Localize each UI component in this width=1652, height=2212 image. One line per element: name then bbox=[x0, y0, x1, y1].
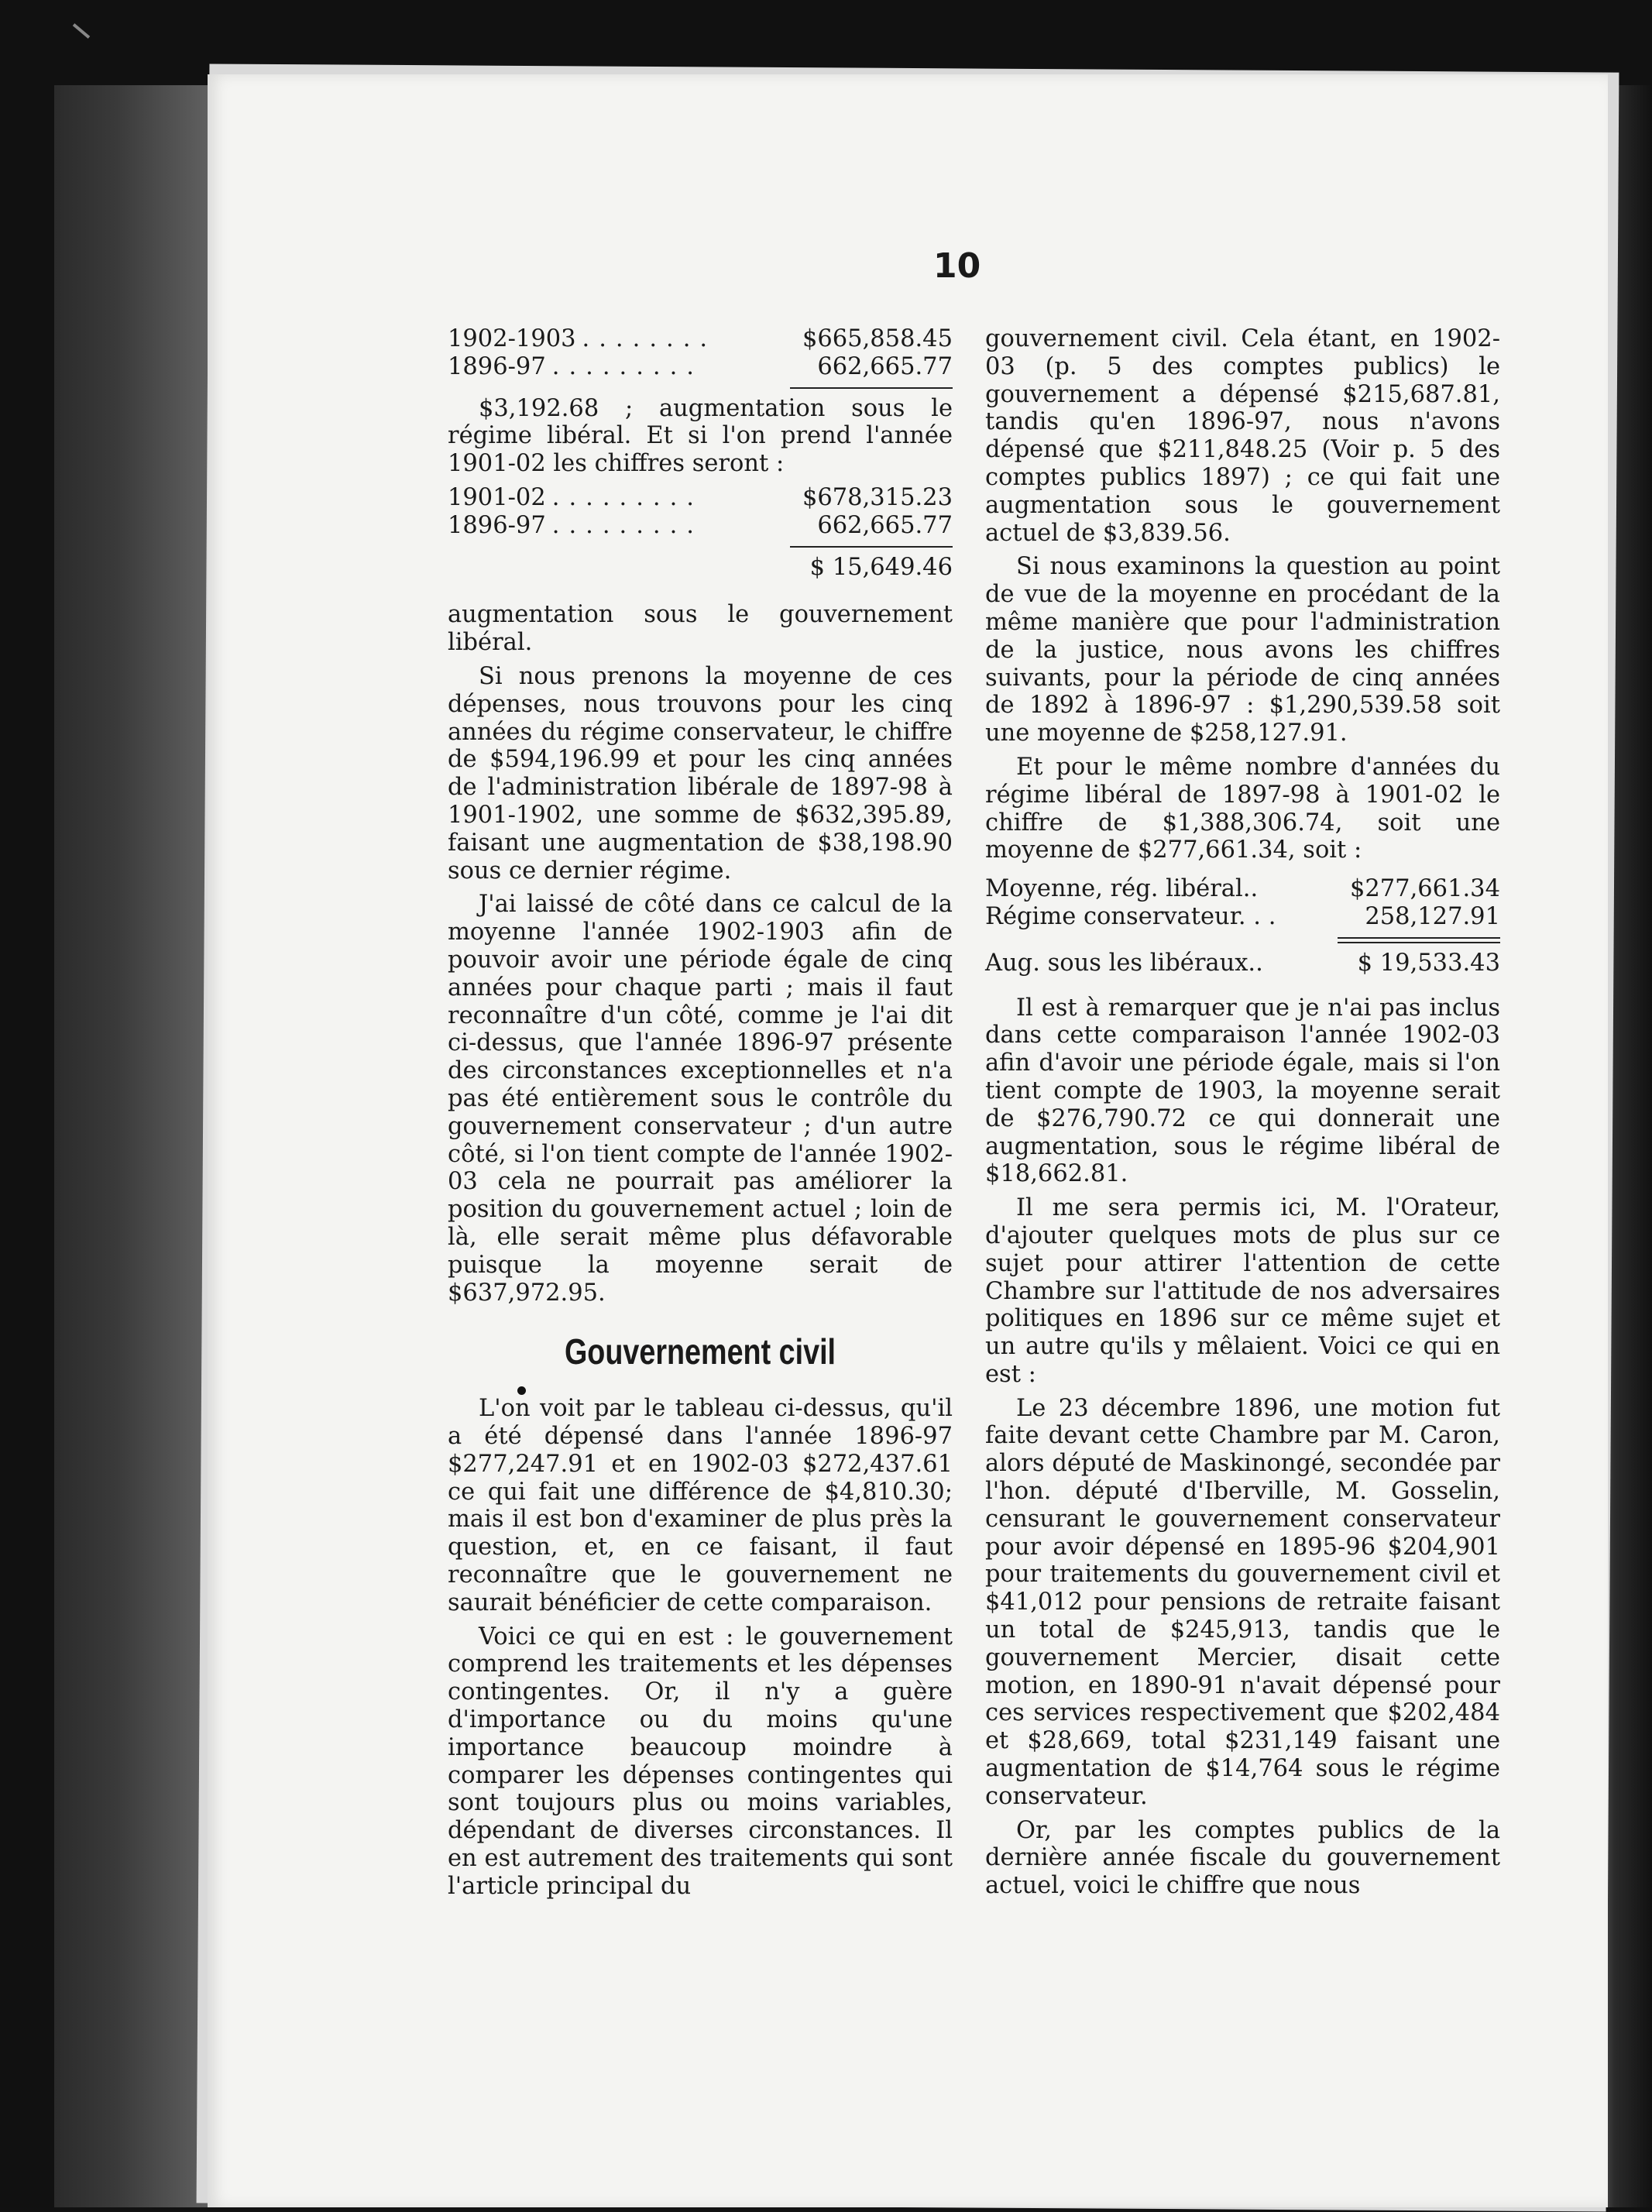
paragraph: Or, par les comptes publics de la dernière année fiscale du gouvernement actuel, voici le chiffre que nous bbox=[985, 1816, 1500, 1900]
amount-cell: 662,665.77 bbox=[817, 511, 953, 539]
label-cell: Régime conservateur. . . bbox=[985, 902, 1276, 930]
sum-rule bbox=[790, 387, 953, 389]
year-cell: 1896-97 bbox=[448, 352, 546, 380]
paragraph: L'on voit par le tableau ci-dessus, qu'il a été dépensé dans l'année 1896-97 $277,247.91 et en 1902-03 $272,437.61 ce qui fait une différence de $4,810.30; mais il est bon d'examiner de plus près la question, et, en ce faisant, il faut reconnaître que le gouvernement ne saurait bénéficier de cette comparaison. bbox=[448, 1395, 953, 1616]
label-cell: Moyenne, rég. libéral.. bbox=[985, 875, 1259, 903]
section-heading: Gouvernement civil bbox=[564, 1331, 836, 1372]
table-row: 1901-02 ......... $678,315.23 bbox=[448, 483, 953, 511]
paragraph: $3,192.68 ; augmentation sous le régime libéral. Et si l'on prend l'année 1901-02 les chiffres seront : bbox=[448, 394, 953, 478]
paragraph: Il est à remarquer que je n'ai pas inclus dans cette comparaison l'année 1902-03 afin d'avoir une période égale, mais si l'on tient compte de 1903, la moyenne serait de $276,790.72 ce qui donnerait une augmentation, sous le régime libéral de $18,662.81. bbox=[985, 994, 1500, 1188]
amount-cell: $277,661.34 bbox=[1349, 875, 1500, 903]
table-row bbox=[985, 950, 1500, 977]
amount-cell: 662,665.77 bbox=[817, 352, 953, 380]
paragraph: augmentation sous le gouvernement libéral. bbox=[448, 601, 953, 657]
paragraph: Si nous prenons la moyenne de ces dépenses, nous trouvons pour les cinq années du régime conservateur, le chiffre de $594,196.99 et pour les cinq années de l'administration libérale de 1897-98 à 1901-1902, une somme de $632,395.89, faisant une augmentation de $38,198.90 sous ce dernier régime. bbox=[448, 662, 953, 884]
paragraph: Voici ce qui en est : le gouvernement comprend les traitements et les dépenses contingentes. Or, il n'y a guère d'importance ou du moins qu'une importance beaucoup moindre à comparer les dépenses contingentes qui sont toujours plus ou moins variables, dépendant de diverses circonstances. Il en est autrement des traitements qui sont l'article principal du bbox=[448, 1623, 953, 1900]
sum-rule bbox=[790, 546, 953, 548]
year-cell: 1901-02 bbox=[448, 483, 546, 511]
amount-cell: $ 19,533.43 bbox=[1357, 949, 1500, 977]
bullet-mark bbox=[517, 1386, 526, 1395]
amount-cell: 258,127.91 bbox=[1365, 902, 1500, 930]
year-cell: 1896-97 bbox=[448, 511, 546, 539]
total-amount: $ 15,649.46 bbox=[809, 553, 953, 581]
label-cell: Aug. sous les libéraux.. bbox=[985, 949, 1263, 977]
table-row: 1896-97 ......... 662,665.77 bbox=[448, 352, 953, 380]
table-row bbox=[985, 875, 1500, 903]
paragraph: gouvernement civil. Cela étant, en 1902-03 (p. 5 des comptes publics) le gouvernement a dépensé $215,687.81, tandis qu'en 1896-97, nous n'avons dépensé que $211,848.25 (Voir p. 5 des comptes publics 1897) ; ce qui fait une augmentation sous le gouvernement actuel de $3,839.56. bbox=[985, 325, 1500, 547]
year-cell: 1902-1903 bbox=[448, 325, 576, 352]
table-row bbox=[985, 903, 1500, 931]
table-row: 1902-1903 ........ $665,858.45 bbox=[448, 325, 953, 352]
paragraph: Si nous examinons la question au point de vue de la moyenne en procédant de la même manière que pour l'administration de la justice, nous avons les chiffres suivants, pour la période de cinq années de 1892 à 1896-97 : $1,290,539.58 soit une moyenne de $258,127.91. bbox=[985, 553, 1500, 747]
amount-cell: $678,315.23 bbox=[802, 483, 953, 511]
scan-corner-mark bbox=[73, 23, 90, 39]
sum-rule bbox=[1338, 937, 1500, 943]
paragraph: Et pour le même nombre d'années du régime libéral de 1897-98 à 1901-02 le chiffre de $1,388,306.74, soit une moyenne de $277,661.34, soit : bbox=[985, 753, 1500, 864]
paragraph: Le 23 décembre 1896, une motion fut faite devant cette Chambre par M. Caron, alors député de Maskinongé, secondée par l'hon. député d'Iberville, M. Gosselin, censurant le gouvernement conservateur pour avoir dépensé en 1895-96 $204,901 pour traitements du gouvernement civil et $41,012 pour pensions de retraite faisant un total de $245,913, tandis que le gouvernement Mercier, disait cette motion, en 1890-91 n'avait dépensé pour ces services respectivement que $202,484 et $28,669, total $231,149 faisant une augmentation de $14,764 sous le régime conservateur. bbox=[985, 1394, 1500, 1810]
table-row: 1896-97 ......... 662,665.77 bbox=[448, 511, 953, 539]
paragraph: J'ai laissé de côté dans ce calcul de la moyenne l'année 1902-1903 afin de pouvoir avoir une période égale de cinq années pour chaque parti ; mais il faut reconnaître d'un côté, comme je l'ai dit ci-dessus, que l'année 1896-97 présente des circonstances exceptionnelles et n'a pas été entièrement sous le contrôle du gouvernement conservateur ; d'un autre côté, si l'on tient compte de l'année 1902-03 cela ne pourrait pas améliorer la position du gouvernement actuel ; loin de là, elle serait même plus défavorable puisque la moyenne serait de $637,972.95. bbox=[448, 891, 953, 1307]
page-number: 10 bbox=[933, 246, 981, 286]
left-column bbox=[448, 325, 953, 1907]
paragraph: Il me sera permis ici, M. l'Orateur, d'ajouter quelques mots de plus sur ce sujet pour attirer l'attention de cette Chambre sur l'attitude de nos adversaires politiques en 1896 sur ce même sujet et un autre qu'ils y mêlaient. Voici ce qui en est : bbox=[985, 1194, 1500, 1388]
amount-cell: $665,858.45 bbox=[802, 325, 953, 352]
right-column bbox=[985, 325, 1500, 1906]
